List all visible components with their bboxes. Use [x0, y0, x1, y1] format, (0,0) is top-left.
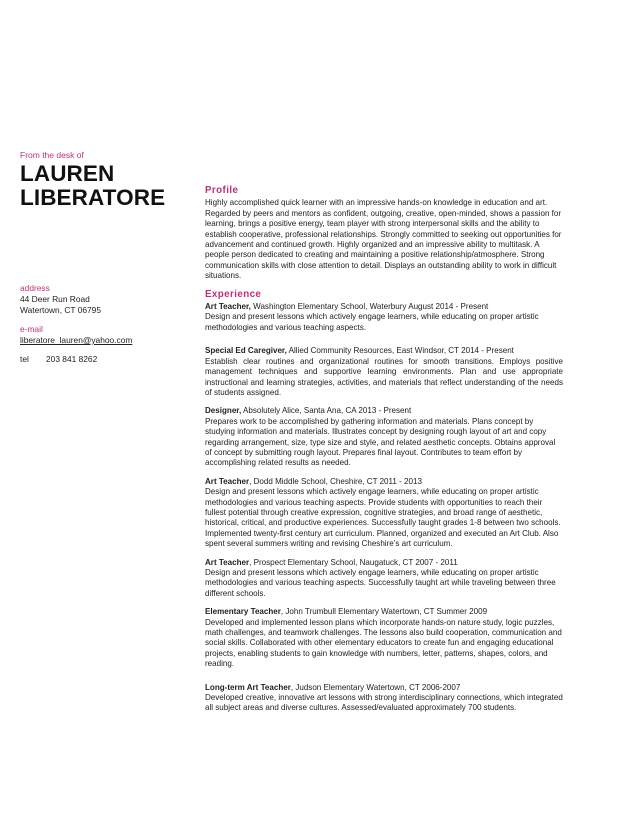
- name-block: [20, 150, 185, 210]
- address-label: address: [20, 283, 50, 293]
- job-title: Long-term Art Teacher: [205, 682, 291, 692]
- job-description: Establish clear routines and organizational routines for smooth transitions. Employs positive management techniques and supportive learning environments. Plan and use appropriate instructional and learning strategies, activities, and materials that reflect understanding of the needs of students assigned.: [205, 356, 563, 397]
- job-title: Special Ed Caregiver,: [205, 346, 287, 356]
- profile-heading: Profile: [205, 185, 239, 196]
- tel-label: tel: [20, 354, 29, 364]
- job-description: Developed and implemented lesson plans which incorporate hands-on nature study, logic puzzles, math challenges, and teamwork challenges. The lessons also build cooperation, communication and social skills. Collaborated with other elementary educators to create fun and engaging educational projects, enabling students to gain knowledge with numbers, letter, patterns, shapes, colors, and reading.: [205, 617, 562, 669]
- job-entry: [205, 302, 563, 333]
- job-entry: [205, 477, 563, 550]
- main-content: [205, 186, 563, 722]
- job-entry: [205, 683, 563, 714]
- last-name: LIBERATORE: [20, 185, 166, 210]
- job-entry: [205, 406, 563, 468]
- tel-number: 203 841 8262: [46, 354, 98, 364]
- job-description: Developed creative, innovative art lessons with strong interdisciplinary connections, which integrated all subject areas and diverse cultures. Assessed/evaluated approximately 700 students.: [205, 693, 563, 713]
- job-title: Art Teacher: [205, 557, 250, 567]
- job-title: Designer,: [205, 406, 242, 416]
- job-header: [205, 683, 563, 693]
- job-entry: [205, 346, 563, 398]
- job-header: [205, 346, 563, 356]
- first-name: LAUREN: [20, 161, 115, 186]
- job-meta: Absolutely Alice, Santa Ana, CA 2013 - Present: [241, 406, 412, 416]
- job-meta: , Prospect Elementary School, Naugatuck, CT 2007 - 2011: [249, 557, 458, 567]
- contact-block: [20, 283, 190, 365]
- job-title: Art Teacher,: [205, 302, 251, 312]
- job-meta: , John Trumbull Elementary Watertown, CT Summer 2009: [280, 607, 488, 617]
- job-header: [205, 406, 563, 416]
- job-description: Design and present lessons which actively engage learners, while educating on proper artistic methodologies and various teaching aspects.: [205, 312, 539, 332]
- email-link[interactable]: liberatore_lauren@yahoo.com: [20, 335, 133, 345]
- job-meta: Allied Community Resources, East Windsor, CT 2014 - Present: [286, 346, 514, 356]
- job-entry: [205, 558, 563, 600]
- experience-heading: Experience: [205, 288, 262, 300]
- job-meta: , Judson Elementary Watertown, CT 2006-2007: [290, 682, 461, 692]
- job-title: Art Teacher: [205, 476, 250, 486]
- job-header: [205, 558, 563, 568]
- job-entry: [205, 607, 563, 669]
- job-title: Elementary Teacher: [205, 607, 281, 617]
- job-header: [205, 302, 563, 312]
- profile-text: Highly accomplished quick learner with an impressive hands-on knowledge in education and art. Regarded by peers and mentors as confident, outgoing, creative, open-minded, shows a passion for learning, brings a positive energy, team player with strong interpersonal skills and the ability to establish cooperative, professional relationships. Strongly committed to seeking out opportunities for advancement and continued growth. Highly organized and an impressive ability to multitask. A people person dedicated to creating and maintaining a positive relationship/atmosphere. Strong communication skills with close attention to detail. Displays an outstanding ability to work in difficult situations.: [205, 198, 562, 281]
- job-header: [205, 607, 563, 617]
- from-the-desk-label: From the desk of: [20, 150, 84, 160]
- email-label: e-mail: [20, 324, 43, 334]
- address-line2: Watertown, CT 06795: [20, 305, 101, 315]
- job-description: Design and present lessons which actively engage learners, while educating on proper artistic methodologies and various teaching aspects. Successfully taught art while traveling between three different schools.: [205, 568, 556, 598]
- job-meta: Washington Elementary School, Waterbury August 2014 - Present: [250, 302, 489, 312]
- job-description: Design and present lessons which actively engage learners, while educating on proper artistic methodologies and various teaching aspects. Provide students with opportunities to reach their fullest potential through creative expression, cognitive strategies, and broad range of aesthetic, historical, critical, and productive experiences. Successfully taught grades 1-8 between two schools. Implemented twenty-first century art curriculum. Planned, organized and executed an Art Club. Also spent several summers writing and revising Cheshire’s art curriculum.: [205, 487, 561, 549]
- job-meta: , Dodd Middle School, Cheshire, CT 2011 - 2013: [249, 476, 422, 486]
- job-description: Prepares work to be accomplished by gathering information and materials. Plans concept by studying information and materials. Illustrates concept by designing rough layout of art and copy regarding arrangement, size, type size and style, and related aesthetic concepts. Obtains approval of concept by submitting rough layout. Prepares final layout. Contributes to team effort by accomplishing related results as needed.: [205, 416, 556, 468]
- address-line1: 44 Deer Run Road: [20, 294, 90, 304]
- job-header: [205, 477, 563, 487]
- tel-row: [20, 354, 190, 365]
